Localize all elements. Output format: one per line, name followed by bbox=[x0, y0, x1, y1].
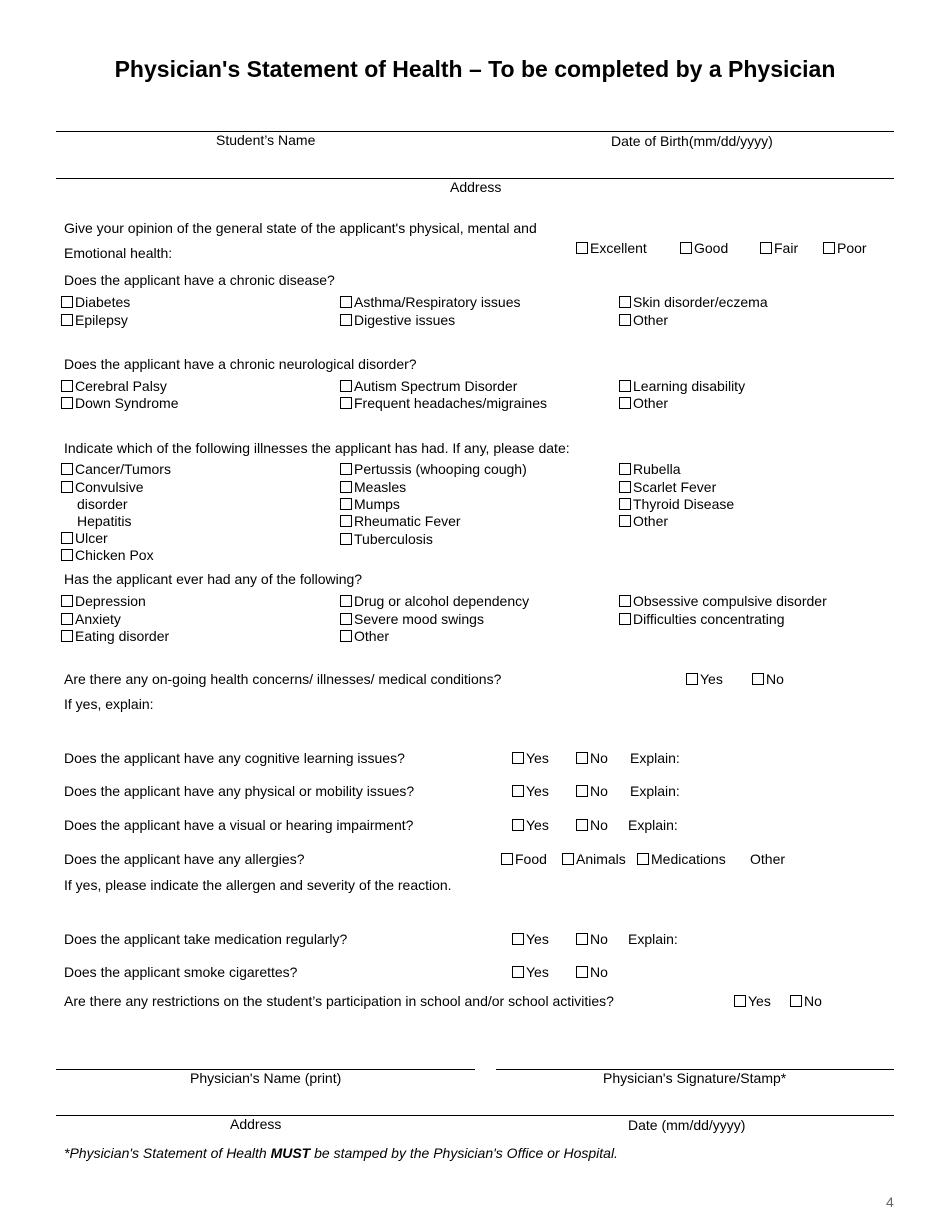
checkbox-restrictions-yes[interactable] bbox=[734, 993, 771, 1010]
checkbox-label: No bbox=[766, 671, 784, 687]
checkbox-label: Chicken Pox bbox=[75, 547, 154, 563]
checkbox-square[interactable] bbox=[61, 630, 73, 642]
checkbox-chicken-pox[interactable] bbox=[61, 547, 154, 564]
checkbox-label: Scarlet Fever bbox=[633, 479, 717, 495]
checkbox-label: Food bbox=[515, 851, 547, 867]
checkbox-square[interactable] bbox=[752, 673, 764, 685]
checkbox-square[interactable] bbox=[562, 853, 574, 865]
neuro-question: Does the applicant have a chronic neurological disorder? bbox=[64, 356, 417, 372]
checkbox-square[interactable] bbox=[340, 296, 352, 308]
checkbox-square[interactable] bbox=[576, 752, 588, 764]
checkbox-diabetes[interactable] bbox=[61, 294, 130, 311]
checkbox-label: Yes bbox=[526, 817, 549, 833]
checkbox-smoke-no[interactable] bbox=[576, 964, 608, 981]
checkbox-square[interactable] bbox=[686, 673, 698, 685]
checkbox-physical-yes[interactable] bbox=[512, 783, 549, 800]
convulsive-continuation: disorder bbox=[77, 496, 128, 512]
medication-question: Does the applicant take medication regularly? bbox=[64, 931, 348, 947]
checkbox-label: Cancer/Tumors bbox=[75, 461, 171, 477]
checkbox-label: Yes bbox=[526, 931, 549, 947]
checkbox-label: Tuberculosis bbox=[354, 531, 433, 547]
checkbox-label: Other bbox=[633, 312, 669, 328]
checkbox-label: Diabetes bbox=[75, 294, 131, 310]
checkbox-good[interactable] bbox=[680, 240, 728, 257]
checkbox-square[interactable] bbox=[340, 515, 352, 527]
checkbox-medication-yes[interactable] bbox=[512, 931, 549, 948]
checkbox-visual-yes[interactable] bbox=[512, 817, 549, 834]
visual-explain-label: Explain: bbox=[628, 817, 678, 833]
checkbox-label: Animals bbox=[576, 851, 626, 867]
opinion-question-line2: Emotional health: bbox=[64, 245, 173, 261]
checkbox-asthma[interactable] bbox=[340, 294, 521, 311]
checkbox-visual-no[interactable] bbox=[576, 817, 608, 834]
checkbox-label: Yes bbox=[748, 993, 771, 1009]
checkbox-label: Asthma/Respiratory issues bbox=[354, 294, 521, 310]
checkbox-square[interactable] bbox=[512, 966, 524, 978]
checkbox-mood-swings[interactable] bbox=[340, 611, 484, 628]
chronic-question: Does the applicant have a chronic disease? bbox=[64, 272, 335, 288]
checkbox-square[interactable] bbox=[61, 397, 73, 409]
checkbox-square[interactable] bbox=[734, 995, 746, 1007]
checkbox-label: Other bbox=[633, 395, 669, 411]
checkbox-cognitive-yes[interactable] bbox=[512, 750, 549, 767]
checkbox-square[interactable] bbox=[61, 380, 73, 392]
allergy-other-label: Other bbox=[750, 851, 786, 867]
checkbox-label: Digestive issues bbox=[354, 312, 456, 328]
page-number: 4 bbox=[886, 1194, 894, 1210]
checkbox-label: Excellent bbox=[590, 240, 647, 256]
checkbox-label: Epilepsy bbox=[75, 312, 128, 328]
checkbox-ongoing-yes[interactable] bbox=[686, 671, 723, 688]
checkbox-ulcer[interactable] bbox=[61, 530, 108, 547]
checkbox-square[interactable] bbox=[61, 549, 73, 561]
ongoing-question: Are there any on-going health concerns/ illnesses/ medical conditions? bbox=[64, 671, 502, 687]
allergies-question: Does the applicant have any allergies? bbox=[64, 851, 305, 867]
checkbox-square[interactable] bbox=[61, 532, 73, 544]
allergen-instruction: If yes, please indicate the allergen and severity of the reaction. bbox=[64, 877, 452, 893]
checkbox-square[interactable] bbox=[619, 463, 631, 475]
checkbox-digestive[interactable] bbox=[340, 312, 455, 329]
checkbox-cancer[interactable] bbox=[61, 461, 171, 478]
checkbox-label: No bbox=[590, 931, 608, 947]
checkbox-drug-alcohol[interactable] bbox=[340, 593, 529, 610]
checkbox-square[interactable] bbox=[61, 463, 73, 475]
checkbox-label: Learning disability bbox=[633, 378, 746, 394]
checkbox-square[interactable] bbox=[680, 242, 692, 254]
checkbox-label: No bbox=[590, 750, 608, 766]
checkbox-food[interactable] bbox=[501, 851, 547, 868]
checkbox-label: Rheumatic Fever bbox=[354, 513, 461, 529]
checkbox-label: Fair bbox=[774, 240, 799, 256]
checkbox-medications[interactable] bbox=[637, 851, 726, 868]
checkbox-label: Medications bbox=[651, 851, 726, 867]
checkbox-label: Other bbox=[354, 628, 390, 644]
checkbox-label: Cerebral Palsy bbox=[75, 378, 167, 394]
stamp-note bbox=[64, 1145, 618, 1162]
address-label: Address bbox=[450, 179, 502, 195]
checkbox-mental-other[interactable] bbox=[340, 628, 389, 645]
checkbox-label: Yes bbox=[526, 964, 549, 980]
note-emphasis: MUST bbox=[270, 1145, 311, 1161]
checkbox-square[interactable] bbox=[619, 498, 631, 510]
checkbox-square[interactable] bbox=[340, 463, 352, 475]
checkbox-label: Frequent headaches/migraines bbox=[354, 395, 548, 411]
checkbox-label: Pertussis (whooping cough) bbox=[354, 461, 527, 477]
checkbox-medication-no[interactable] bbox=[576, 931, 608, 948]
checkbox-square[interactable] bbox=[576, 933, 588, 945]
checkbox-label: Autism Spectrum Disorder bbox=[354, 378, 518, 394]
checkbox-square[interactable] bbox=[61, 296, 73, 308]
checkbox-square[interactable] bbox=[340, 613, 352, 625]
checkbox-label: Drug or alcohol dependency bbox=[354, 593, 530, 609]
checkbox-label: Mumps bbox=[354, 496, 400, 512]
checkbox-square[interactable] bbox=[619, 515, 631, 527]
checkbox-measles[interactable] bbox=[340, 479, 406, 496]
checkbox-label: No bbox=[590, 817, 608, 833]
checkbox-restrictions-no[interactable] bbox=[790, 993, 822, 1010]
checkbox-illness-other[interactable] bbox=[619, 513, 668, 530]
checkbox-square[interactable] bbox=[501, 853, 513, 865]
smoke-question: Does the applicant smoke cigarettes? bbox=[64, 964, 298, 980]
checkbox-chronic-other[interactable] bbox=[619, 312, 668, 329]
checkbox-label: Eating disorder bbox=[75, 628, 170, 644]
checkbox-cognitive-no[interactable] bbox=[576, 750, 608, 767]
checkbox-square[interactable] bbox=[576, 819, 588, 831]
checkbox-epilepsy[interactable] bbox=[61, 312, 128, 329]
note-text-end: be stamped by the Physician's Office or Hospital. bbox=[310, 1145, 618, 1161]
checkbox-square[interactable] bbox=[340, 380, 352, 392]
date-label: Date (mm/dd/yyyy) bbox=[628, 1117, 746, 1133]
checkbox-square[interactable] bbox=[61, 481, 73, 493]
checkbox-poor[interactable] bbox=[823, 240, 867, 257]
checkbox-square[interactable] bbox=[619, 314, 631, 326]
checkbox-square[interactable] bbox=[619, 397, 631, 409]
physician-name-label: Physician's Name (print) bbox=[190, 1070, 342, 1086]
checkbox-square[interactable] bbox=[760, 242, 772, 254]
checkbox-square[interactable] bbox=[512, 933, 524, 945]
checkbox-label: Severe mood swings bbox=[354, 611, 484, 627]
checkbox-label: Measles bbox=[354, 479, 407, 495]
checkbox-scarlet-fever[interactable] bbox=[619, 479, 716, 496]
checkbox-headaches[interactable] bbox=[340, 395, 547, 412]
checkbox-autism[interactable] bbox=[340, 378, 517, 395]
checkbox-concentration[interactable] bbox=[619, 611, 784, 628]
mental-question: Has the applicant ever had any of the following? bbox=[64, 571, 363, 587]
checkbox-excellent[interactable] bbox=[576, 240, 647, 257]
signature-label: Physician's Signature/Stamp* bbox=[603, 1070, 787, 1086]
checkbox-rubella[interactable] bbox=[619, 461, 680, 478]
checkbox-square[interactable] bbox=[61, 314, 73, 326]
cognitive-explain-label: Explain: bbox=[630, 750, 680, 766]
checkbox-label: Thyroid Disease bbox=[633, 496, 735, 512]
illnesses-question: Indicate which of the following illnesses the applicant has had. If any, please date: bbox=[64, 440, 570, 456]
checkbox-eating-disorder[interactable] bbox=[61, 628, 169, 645]
checkbox-label: No bbox=[590, 783, 608, 799]
physical-question: Does the applicant have any physical or mobility issues? bbox=[64, 783, 415, 799]
checkbox-depression[interactable] bbox=[61, 593, 146, 610]
checkbox-label: Yes bbox=[526, 783, 549, 799]
checkbox-physical-no[interactable] bbox=[576, 783, 608, 800]
cognitive-question: Does the applicant have any cognitive learning issues? bbox=[64, 750, 405, 766]
checkbox-smoke-yes[interactable] bbox=[512, 964, 549, 981]
checkbox-label: Obsessive compulsive disorder bbox=[633, 593, 827, 609]
checkbox-rheumatic-fever[interactable] bbox=[340, 513, 461, 530]
checkbox-square[interactable] bbox=[619, 613, 631, 625]
checkbox-label: Rubella bbox=[633, 461, 681, 477]
checkbox-label: Ulcer bbox=[75, 530, 108, 546]
checkbox-square[interactable] bbox=[61, 595, 73, 607]
checkbox-anxiety[interactable] bbox=[61, 611, 121, 628]
physician-address-line[interactable] bbox=[56, 1115, 894, 1116]
checkbox-square[interactable] bbox=[340, 533, 352, 545]
ongoing-explain-label: If yes, explain: bbox=[64, 696, 154, 712]
student-name-line[interactable] bbox=[56, 131, 894, 132]
checkbox-mumps[interactable] bbox=[340, 496, 400, 513]
checkbox-square[interactable] bbox=[340, 481, 352, 493]
checkbox-convulsive[interactable] bbox=[61, 479, 143, 496]
restrictions-question: Are there any restrictions on the student’s participation in school and/or school activities? bbox=[64, 993, 614, 1009]
checkbox-square[interactable] bbox=[823, 242, 835, 254]
checkbox-neuro-other[interactable] bbox=[619, 395, 668, 412]
checkbox-label: Yes bbox=[526, 750, 549, 766]
page-title: Physician's Statement of Health – To be completed by a Physician bbox=[114, 56, 836, 82]
checkbox-label: Depression bbox=[75, 593, 146, 609]
checkbox-square[interactable] bbox=[790, 995, 802, 1007]
physical-explain-label: Explain: bbox=[630, 783, 680, 799]
dob-label: Date of Birth(mm/dd/yyyy) bbox=[611, 133, 773, 149]
checkbox-label: Yes bbox=[700, 671, 723, 687]
checkbox-square[interactable] bbox=[576, 242, 588, 254]
checkbox-ongoing-no[interactable] bbox=[752, 671, 784, 688]
checkbox-thyroid[interactable] bbox=[619, 496, 734, 513]
checkbox-label: Down Syndrome bbox=[75, 395, 179, 411]
visual-question: Does the applicant have a visual or hearing impairment? bbox=[64, 817, 414, 833]
checkbox-label: No bbox=[590, 964, 608, 980]
checkbox-ocd[interactable] bbox=[619, 593, 827, 610]
checkbox-square[interactable] bbox=[619, 481, 631, 493]
student-name-label: Student’s Name bbox=[216, 132, 316, 148]
physician-address-label: Address bbox=[230, 1116, 282, 1132]
checkbox-tuberculosis[interactable] bbox=[340, 531, 433, 548]
checkbox-square[interactable] bbox=[619, 595, 631, 607]
checkbox-square[interactable] bbox=[576, 785, 588, 797]
checkbox-square[interactable] bbox=[340, 314, 352, 326]
checkbox-square[interactable] bbox=[619, 296, 631, 308]
checkbox-square[interactable] bbox=[340, 498, 352, 510]
medication-explain-label: Explain: bbox=[628, 931, 678, 947]
checkbox-square[interactable] bbox=[512, 785, 524, 797]
checkbox-square[interactable] bbox=[340, 630, 352, 642]
opinion-question-line1: Give your opinion of the general state of the applicant's physical, mental and bbox=[64, 220, 537, 236]
checkbox-label: Skin disorder/eczema bbox=[633, 294, 768, 310]
checkbox-square[interactable] bbox=[576, 966, 588, 978]
checkbox-square[interactable] bbox=[340, 397, 352, 409]
checkbox-skin[interactable] bbox=[619, 294, 768, 311]
checkbox-animals[interactable] bbox=[562, 851, 626, 868]
checkbox-label: Other bbox=[633, 513, 669, 529]
checkbox-cerebral-palsy[interactable] bbox=[61, 378, 167, 395]
checkbox-label: Difficulties concentrating bbox=[633, 611, 785, 627]
checkbox-square[interactable] bbox=[619, 380, 631, 392]
hepatitis-label: Hepatitis bbox=[77, 513, 132, 529]
checkbox-pertussis[interactable] bbox=[340, 461, 527, 478]
checkbox-square[interactable] bbox=[637, 853, 649, 865]
checkbox-label: No bbox=[804, 993, 822, 1009]
checkbox-fair[interactable] bbox=[760, 240, 798, 257]
note-text: *Physician's Statement of Health bbox=[64, 1145, 271, 1161]
checkbox-square[interactable] bbox=[512, 819, 524, 831]
checkbox-learning-disability[interactable] bbox=[619, 378, 745, 395]
checkbox-square[interactable] bbox=[61, 613, 73, 625]
checkbox-label: Good bbox=[694, 240, 729, 256]
checkbox-down-syndrome[interactable] bbox=[61, 395, 179, 412]
checkbox-square[interactable] bbox=[512, 752, 524, 764]
checkbox-square[interactable] bbox=[340, 595, 352, 607]
checkbox-label: Convulsive bbox=[75, 479, 144, 495]
checkbox-label: Anxiety bbox=[75, 611, 121, 627]
checkbox-label: Poor bbox=[837, 240, 867, 256]
